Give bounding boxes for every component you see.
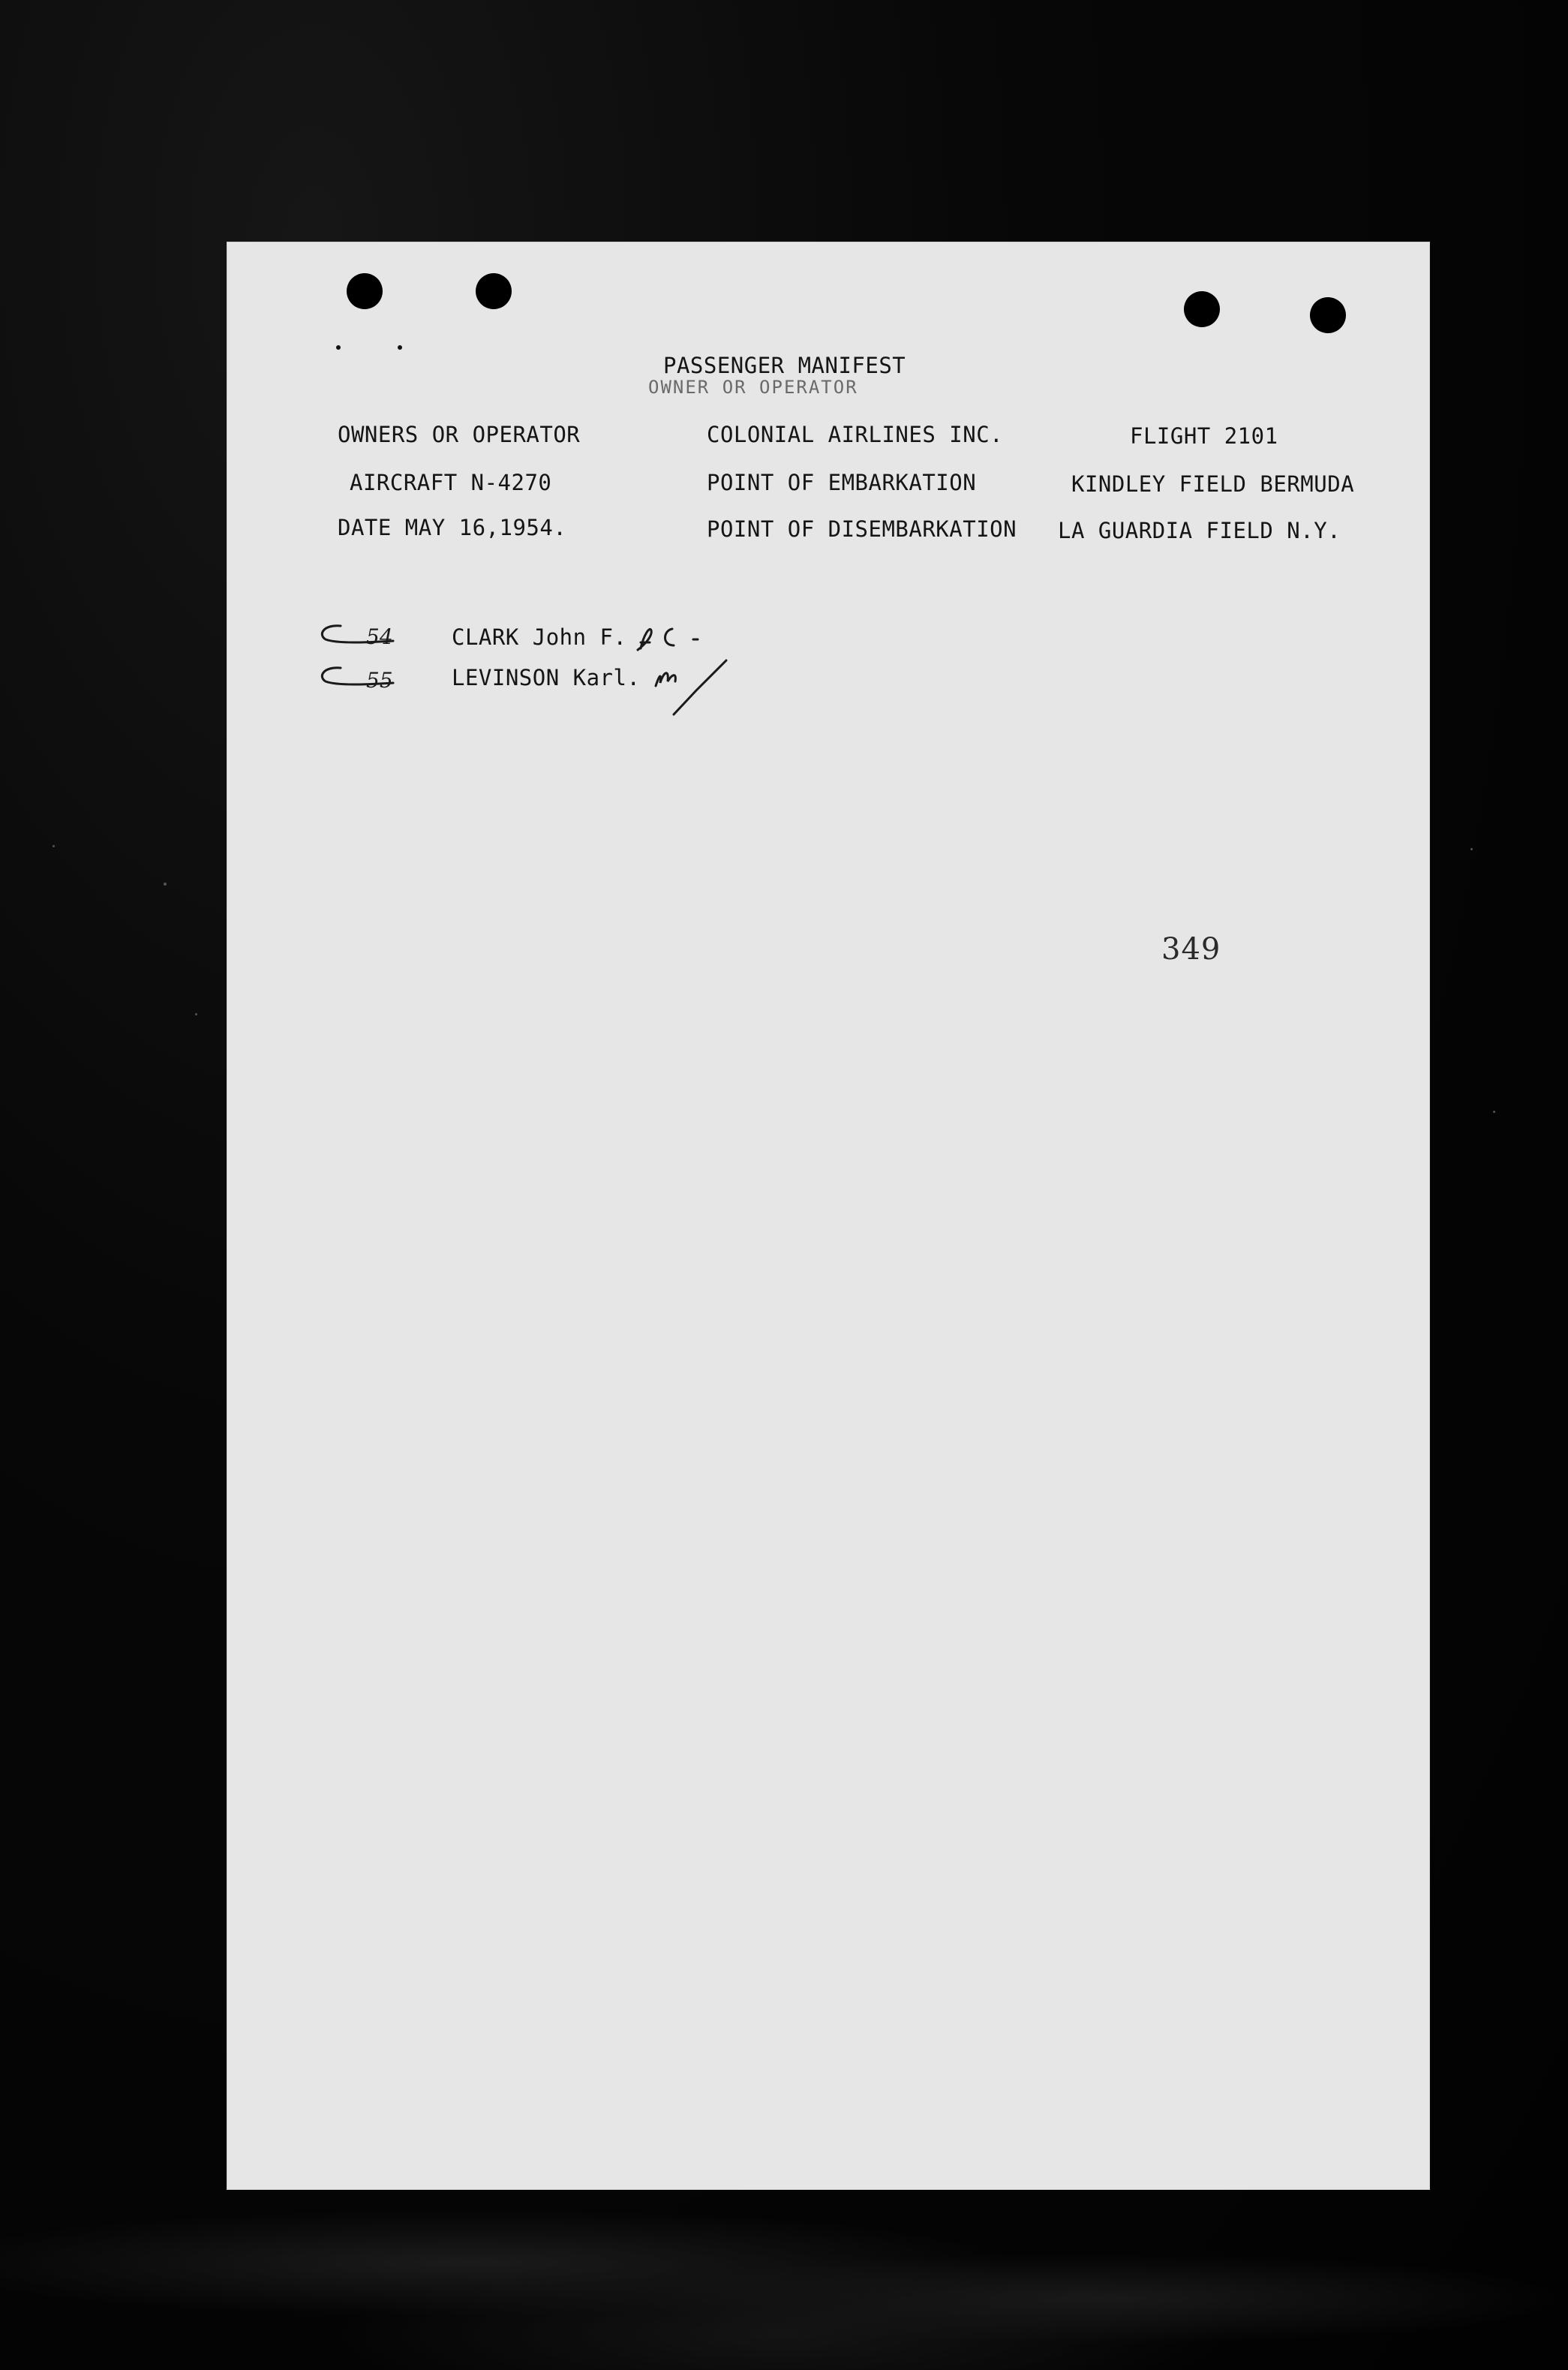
aircraft-label: AIRCRAFT N-4270 xyxy=(350,470,552,495)
ink-dot xyxy=(398,345,402,350)
punch-hole xyxy=(1310,297,1346,333)
film-edge-noise xyxy=(0,2191,1568,2370)
punch-hole xyxy=(476,273,512,309)
flight-number: FLIGHT 2101 xyxy=(1130,423,1278,449)
handwritten-initials xyxy=(633,620,701,657)
embarkation-value: KINDLEY FIELD BERMUDA xyxy=(1071,471,1355,497)
passenger-name: LEVINSON Karl. xyxy=(452,665,641,690)
page-number: 349 xyxy=(1161,932,1221,967)
passenger-name: CLARK John F. xyxy=(452,624,627,650)
ink-dot xyxy=(336,345,341,350)
punch-hole xyxy=(1184,291,1220,327)
disembarkation-label: POINT OF DISEMBARKATION xyxy=(707,516,1017,542)
film-speck xyxy=(164,883,167,886)
date-label: DATE MAY 16,1954. xyxy=(338,515,567,540)
film-speck xyxy=(53,845,55,847)
film-speck xyxy=(195,1013,197,1015)
passenger-number: 55 xyxy=(366,668,393,693)
owner-label: OWNERS OR OPERATOR xyxy=(338,422,581,447)
passenger-number: 54 xyxy=(366,624,393,649)
film-speck xyxy=(1493,1111,1495,1113)
disembarkation-value: LA GUARDIA FIELD N.Y. xyxy=(1058,518,1341,543)
handwritten-check-mark xyxy=(651,656,734,723)
manifest-title: PASSENGER MANIFEST xyxy=(663,353,906,378)
film-speck xyxy=(1470,848,1473,850)
struck-subtitle: OWNER OR OPERATOR xyxy=(648,377,858,398)
punch-hole xyxy=(347,273,383,309)
owner-value: COLONIAL AIRLINES INC. xyxy=(707,422,1004,447)
manifest-page xyxy=(227,242,1430,2190)
embarkation-label: POINT OF EMBARKATION xyxy=(707,470,977,495)
